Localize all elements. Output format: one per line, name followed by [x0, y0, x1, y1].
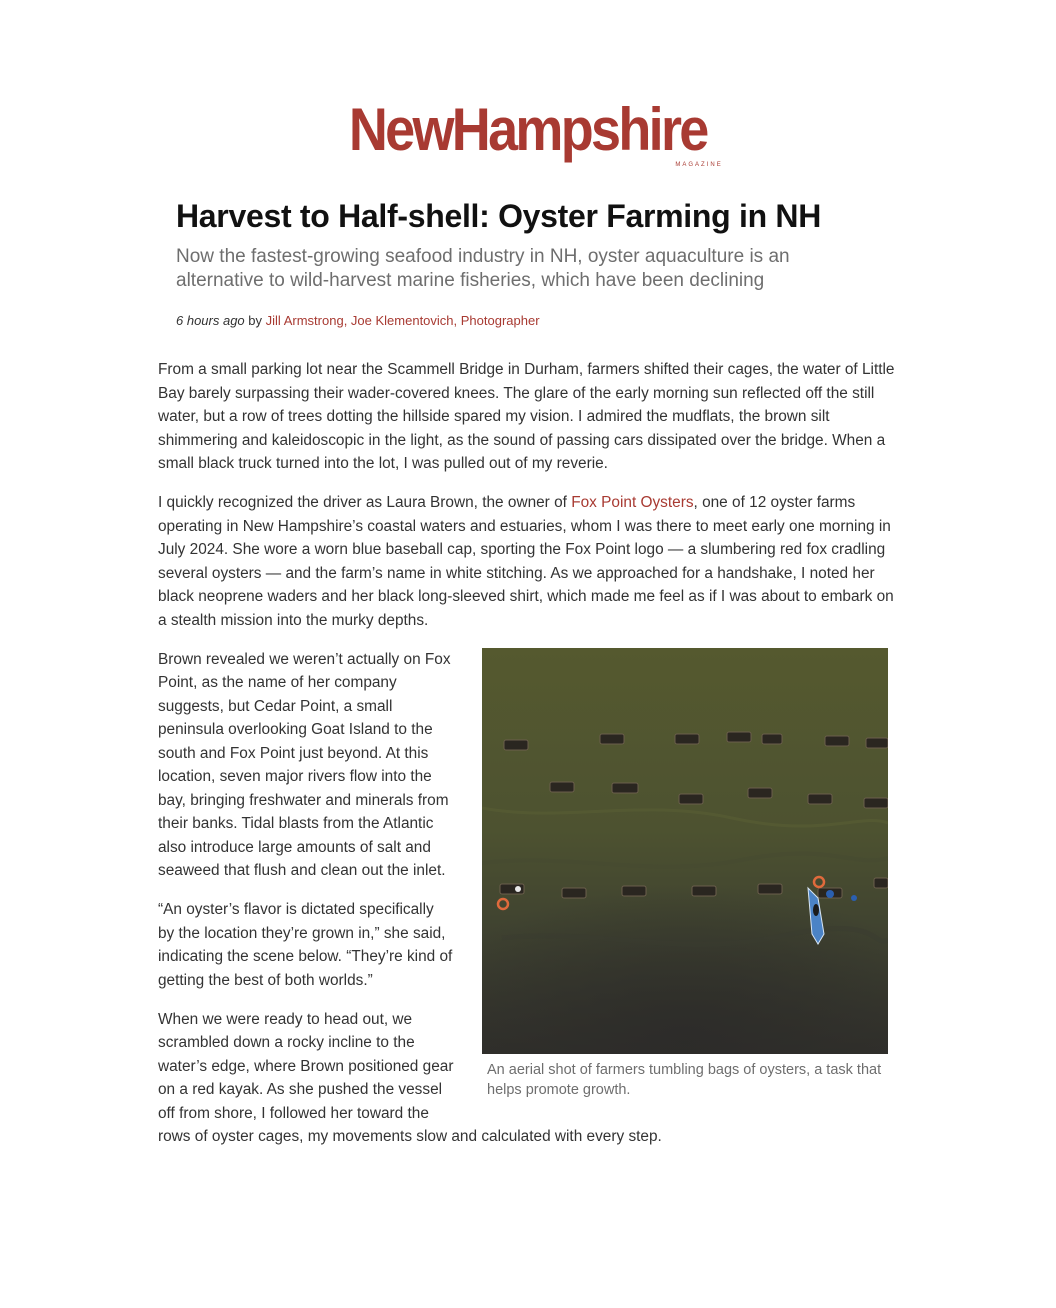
byline [176, 313, 540, 328]
paragraph-1: From a small parking lot near the Scammell Bridge in Durham, farmers shifted their cages, the water of Little Bay barely surpassing their wader-covered knees. The glare of the early morning sun reflected off the still water, but a row of trees dotting the hillside spared my vision. I admired the mudflats, the brown silt shimmering and kaleidoscopic in the light, as the sound of passing cars dissipated over the bridge. When a small black truck turned into the lot, I was pulled out of my reverie. [158, 361, 895, 472]
masthead [0, 98, 1056, 166]
article-subtitle: Now the fastest-growing seafood industry in NH, oyster aquaculture is an alternative to wild-harvest marine fisheries, which have been declining [176, 246, 790, 291]
fox-point-oysters-link[interactable]: Fox Point Oysters [571, 494, 694, 511]
article-title: Harvest to Half-shell: Oyster Farming in NH [176, 198, 822, 234]
paragraph-5: When we were ready to head out, we scrambled down a rocky incline to the water’s edge, where Brown positioned gear on a red kayak. As she pushed the vessel off from shore, I followed her toward the rows of oyster cages, my movements slow and calculated with every step. [158, 1010, 662, 1145]
photographer-link[interactable]: Joe Klementovich, Photographer [350, 313, 540, 328]
article-body [158, 358, 898, 1164]
logo-wordmark: NewHampshire [349, 96, 707, 163]
byline-by: by [248, 313, 263, 328]
aerial-oyster-farm-photo [482, 648, 888, 1054]
publish-time: 6 hours ago [176, 313, 245, 328]
site-logo[interactable] [329, 98, 726, 166]
paragraph-2 [158, 491, 898, 632]
author-link[interactable]: Jill Armstrong [265, 313, 344, 328]
figure-caption: An aerial shot of farmers tumbling bags of oysters, a task that helps promote growth. [487, 1061, 882, 1098]
article-figure [482, 648, 888, 1100]
paragraph-3: Brown revealed we weren’t actually on Fox Point, as the name of her company suggests, but Cedar Point, a small peninsula overlooking Goat Island to the south and Fox Point just beyond. At this location, seven major rivers flow into the bay, bringing freshwater and minerals from their banks. Tidal blasts from the Atlantic also introduce large amounts of salt and seaweed that flush and clean out the inlet. [158, 650, 451, 879]
paragraph-2-text-b: , one of 12 oyster farms operating in New Hampshire’s coastal waters and estuaries, whom I was there to meet early one morning in July 2024. She wore a worn blue baseball cap, sporting the Fox Point logo — a slumbering red fox cradling several oysters — and the farm’s name in white stitching. As we approached for a handshake, I noted her black neoprene waders and her black long-sleeved shirt, which made me feel as if I was about to embark on a stealth mission into the murky depths. [158, 494, 894, 629]
logo-subtext: MAGAZINE [675, 162, 723, 168]
paragraph-4: “An oyster’s flavor is dictated specifically by the location they’re grown in,” she said, indicating the scene below. “They’re kind of getting the best of both worlds.” [158, 901, 453, 989]
paragraph-2-text-a: I quickly recognized the driver as Laura Brown, the owner of [158, 494, 572, 511]
byline-separator: , [343, 313, 351, 328]
